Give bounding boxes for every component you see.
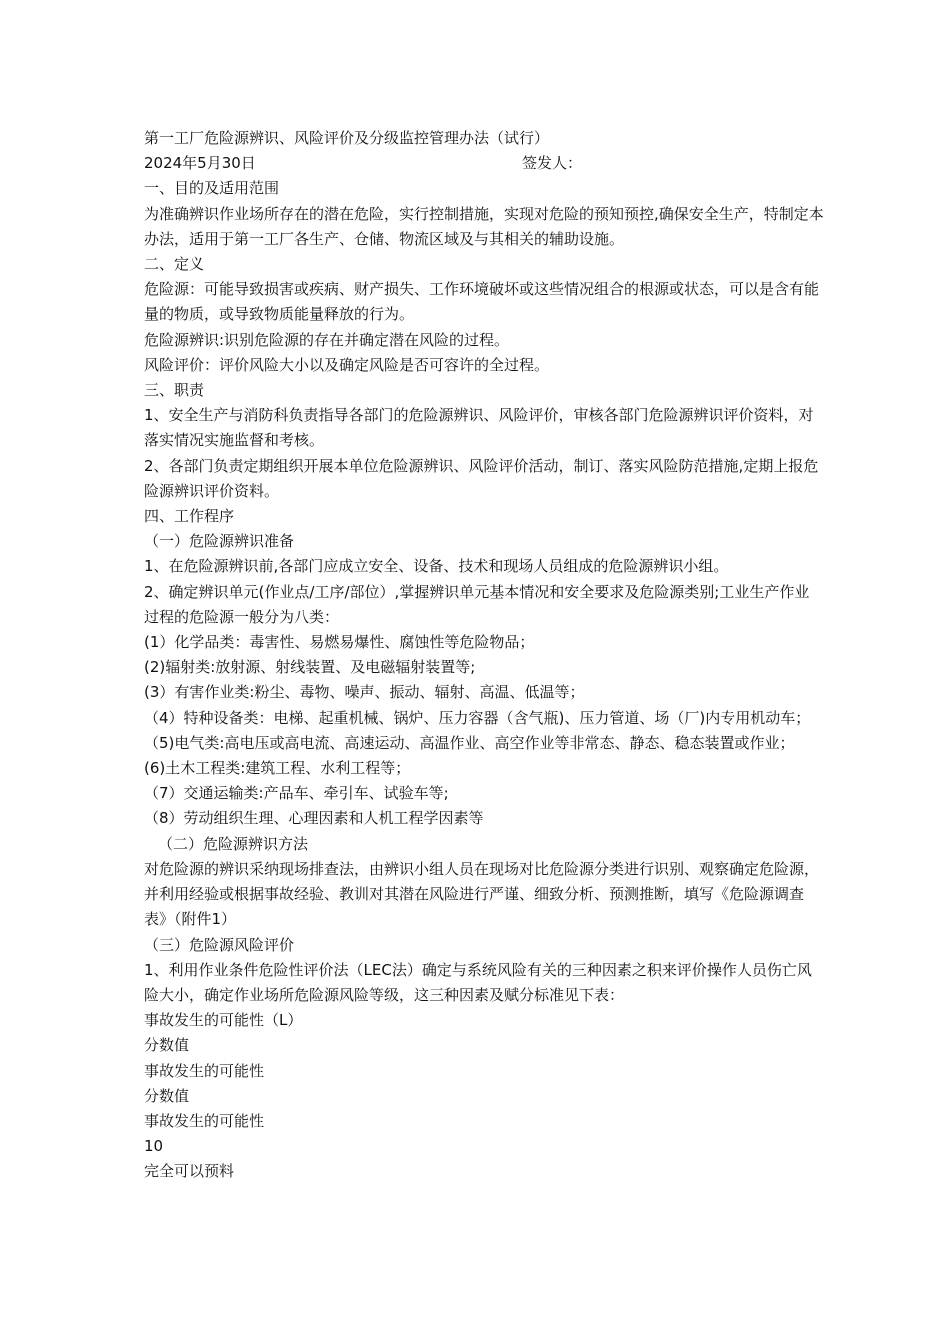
definition-identification: 危险源辨识:识别危险源的存在并确定潜在风险的过程。: [144, 330, 510, 349]
table-cell: 事故发生的可能性（L）: [144, 1011, 303, 1030]
date-signer-row: [144, 151, 824, 176]
preparation-item-2: 2、确定辨识单元(作业点/工序/部位）,掌握辨识单元基本情况和安全要求及危险源类别;工业生产作业过程的危险源一般分为八类：: [144, 582, 810, 626]
section-heading-definitions: 二、定义: [144, 255, 205, 274]
table-cell: 完全可以预料: [144, 1162, 235, 1181]
table-cell: 分数值: [144, 1086, 190, 1105]
document-page: [144, 126, 824, 1185]
subsection-heading-preparation: （一）危险源辨识准备: [144, 532, 295, 551]
responsibility-item-2: 2、各部门负责定期组织开展本单位危险源辨识、风险评价活动，制订、落实风险防范措施,定期上报危险源辨识评价资料。: [144, 456, 819, 500]
hazard-category-item: （8）劳动组织生理、心理因素和人机工程学因素等: [144, 809, 484, 828]
hazard-category-item: (1）化学品类：毒害性、易燃易爆性、腐蚀性等危险物品；: [144, 633, 535, 652]
section-heading-purpose: 一、目的及适用范围: [144, 179, 280, 198]
document-title: 第一工厂危险源辨识、风险评价及分级监控管理办法（试行）: [144, 129, 550, 147]
hazard-category-item: (2)辐射类:放射源、射线装置、及电磁辐射装置等;: [144, 658, 476, 677]
risk-evaluation-item-1: 1、利用作业条件危险性评价法（LEC法）确定与系统风险有关的三种因素之积来评价操作人员伤亡风险大小，确定作业场所危险源风险等级，这三种因素及赋分标准见下表：: [144, 960, 812, 1004]
section-heading-responsibilities: 三、职责: [144, 381, 205, 400]
subsection-heading-risk-evaluation: （三）危险源风险评价: [144, 935, 295, 954]
table-cell: 事故发生的可能性: [144, 1111, 265, 1130]
definition-hazard: 危险源：可能导致损害或疾病、财产损失、工作环境破坏或这些情况组合的根源或状态，可以是含有能量的物质，或导致物质能量释放的行为。: [144, 280, 820, 324]
hazard-category-item: （4）特种设备类：电梯、起重机械、锅炉、压力容器（含气瓶)、压力管道、场（厂)内专用机动车；: [144, 708, 811, 727]
hazard-category-item: (3）有害作业类:粉尘、毒物、噪声、振动、辐射、高温、低温等；: [144, 683, 585, 702]
issue-date: 2024年5月30日: [144, 154, 256, 173]
hazard-category-item: （7）交通运输类:产品车、牵引车、试验车等;: [144, 784, 449, 803]
table-cell: 事故发生的可能性: [144, 1061, 265, 1080]
preparation-item-1: 1、在危险源辨识前,各部门应成立安全、设备、技术和现场人员组成的危险源辨识小组。: [144, 557, 729, 576]
hazard-category-item: (6)土木工程类:建筑工程、水利工程等；: [144, 759, 411, 778]
definition-evaluation: 风险评价：评价风险大小以及确定风险是否可容许的全过程。: [144, 355, 550, 374]
signer-label: 签发人：: [522, 154, 583, 173]
subsection-heading-method: （二）危险源辨识方法: [158, 834, 309, 853]
table-cell: 10: [144, 1137, 164, 1156]
responsibility-item-1: 1、安全生产与消防科负责指导各部门的危险源辨识、风险评价，审核各部门危险源辨识评价资料，对落实情况实施监督和考核。: [144, 406, 814, 450]
table-cell: 分数值: [144, 1036, 190, 1055]
method-paragraph: 对危险源的辨识采纳现场排查法，由辨识小组人员在现场对比危险源分类进行识别、观察确定危险源，并利用经验或根据事故经验、教训对其潜在风险进行严谨、细致分析、预测推断，填写《危险源调查表》（附件1）: [144, 859, 820, 929]
hazard-category-item: （5)电气类:高电压或高电流、高速运动、高温作业、高空作业等非常态、静态、稳态装置或作业；: [144, 733, 795, 752]
section-heading-procedure: 四、工作程序: [144, 507, 235, 526]
purpose-paragraph: 为准确辨识作业场所存在的潜在危险，实行控制措施，实现对危险的预知预控,确保安全生产，特制定本办法，适用于第一工厂各生产、仓储、物流区域及与其相关的辅助设施。: [144, 204, 824, 248]
